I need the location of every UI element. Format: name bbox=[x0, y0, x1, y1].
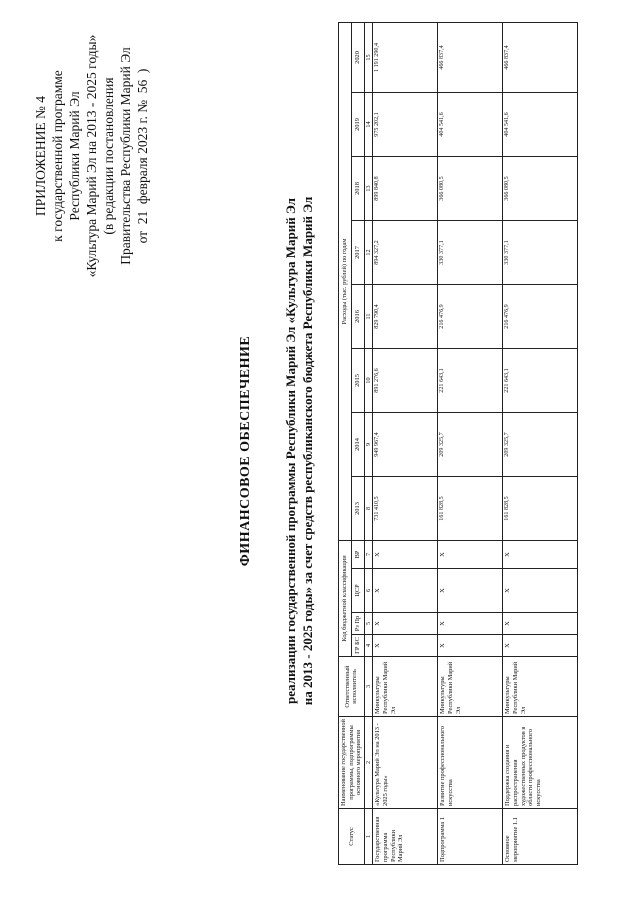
subtitle-line: на 2013 - 2025 годы» за счет средств республиканского бюджета Республики Марий Эл bbox=[300, 196, 315, 706]
header-executor: Ответственный исполнитель bbox=[339, 657, 365, 717]
header-csr: ЦСР bbox=[351, 569, 364, 613]
column-index: 13 bbox=[364, 157, 373, 221]
column-index: 2 bbox=[364, 717, 373, 809]
header-budget-code: Код бюджетной классификации bbox=[339, 541, 352, 657]
cell-2017: 330 377,1 bbox=[503, 221, 578, 285]
cell-vr: Х bbox=[438, 541, 503, 569]
resolution-date-line bbox=[134, 31, 151, 281]
cell-grbs: Х bbox=[438, 635, 503, 657]
cell-vr: Х bbox=[503, 541, 578, 569]
header-rzpr: Рз Пр bbox=[351, 613, 364, 635]
table-index-row bbox=[364, 22, 373, 864]
resolution-month-year: февраля 2023 г. № bbox=[135, 99, 150, 205]
cell-2016: 829 790,4 bbox=[373, 285, 438, 349]
cell-csr: Х bbox=[373, 569, 438, 613]
header-status: Статус bbox=[339, 809, 365, 865]
cell-2013: 161 828,5 bbox=[503, 477, 578, 541]
cell-name: Развитие профессионального искусства bbox=[438, 717, 503, 809]
cell-2020: 1 191 290,4 bbox=[373, 22, 438, 92]
header-grbs: ГР БС bbox=[351, 635, 364, 657]
header-year-2018: 2018 bbox=[351, 157, 364, 221]
column-index: 7 bbox=[364, 541, 373, 569]
header-expenses: Расходы (тыс. рублей) по годам bbox=[339, 22, 352, 540]
table-row bbox=[438, 22, 503, 864]
column-index: 6 bbox=[364, 569, 373, 613]
column-index: 12 bbox=[364, 221, 373, 285]
cell-rzpr: Х bbox=[373, 613, 438, 635]
cell-name: Поддержка создания и распространения художественных продуктов в области профессионального искусства bbox=[503, 717, 578, 809]
cell-2013: 731 410,5 bbox=[373, 477, 438, 541]
cell-2015: 221 643,1 bbox=[438, 349, 503, 413]
cell-2015: 891 276,6 bbox=[373, 349, 438, 413]
appendix-line: (в редакции постановления bbox=[101, 77, 116, 235]
cell-status: Государственная программа Республики Марий Эл bbox=[373, 809, 438, 865]
header-year-2016: 2016 bbox=[351, 285, 364, 349]
appendix-line: к государственной программе bbox=[50, 70, 65, 242]
header-name: Наименование государственной программы, подпрограммы основного мероприятия bbox=[339, 717, 365, 809]
appendix-line: Республики Марий Эл bbox=[67, 91, 82, 221]
document-subtitle bbox=[282, 21, 316, 881]
table-header-row bbox=[339, 22, 352, 864]
table-row bbox=[373, 22, 438, 864]
finance-table-wrapper bbox=[338, 23, 578, 865]
cell-2014: 949 967,4 bbox=[373, 413, 438, 477]
header-year-2020: 2020 bbox=[351, 22, 364, 92]
finance-table bbox=[338, 22, 578, 865]
resolution-close: ) bbox=[135, 68, 150, 74]
resolution-from: от bbox=[135, 230, 150, 244]
cell-2015: 221 643,1 bbox=[503, 349, 578, 413]
column-index: 3 bbox=[364, 657, 373, 717]
cell-2018: 366 080,5 bbox=[503, 157, 578, 221]
cell-2014: 209 325,7 bbox=[438, 413, 503, 477]
cell-2018: 899 840,8 bbox=[373, 157, 438, 221]
cell-2016: 216 476,9 bbox=[503, 285, 578, 349]
table-row bbox=[503, 22, 578, 864]
column-index: 14 bbox=[364, 93, 373, 157]
cell-rzpr: Х bbox=[438, 613, 503, 635]
column-index: 4 bbox=[364, 635, 373, 657]
resolution-day: 21 bbox=[135, 210, 150, 225]
column-index: 11 bbox=[364, 285, 373, 349]
appendix-line: ПРИЛОЖЕНИЕ № 4 bbox=[33, 95, 48, 217]
cell-2017: 894 327,2 bbox=[373, 221, 438, 285]
cell-2019: 404 541,6 bbox=[438, 93, 503, 157]
document-title: ФИНАНСОВОЕ ОБЕСПЕЧЕНИЕ bbox=[238, 335, 253, 567]
cell-status: Основное мероприятие 1.1 bbox=[503, 809, 578, 865]
cell-executor: Минкультуры Республики Марий Эл bbox=[503, 657, 578, 717]
header-year-2017: 2017 bbox=[351, 221, 364, 285]
cell-grbs: Х bbox=[373, 635, 438, 657]
cell-grbs: Х bbox=[503, 635, 578, 657]
header-year-2019: 2019 bbox=[351, 93, 364, 157]
appendix-line: Правительства Республики Марий Эл bbox=[118, 47, 133, 265]
cell-2019: 404 541,6 bbox=[503, 93, 578, 157]
cell-executor: Минкультуры Республики Марий Эл bbox=[373, 657, 438, 717]
cell-csr: Х bbox=[503, 569, 578, 613]
resolution-number: 56 bbox=[135, 79, 150, 94]
cell-2019: 975 202,1 bbox=[373, 93, 438, 157]
cell-status: Подпрограмма 1 bbox=[438, 809, 503, 865]
column-index: 10 bbox=[364, 349, 373, 413]
cell-2017: 330 377,1 bbox=[438, 221, 503, 285]
cell-name: «Культура Марий Эл на 2013 - 2025 годы» bbox=[373, 717, 438, 809]
column-index: 9 bbox=[364, 413, 373, 477]
cell-csr: Х bbox=[438, 569, 503, 613]
header-year-2015: 2015 bbox=[351, 349, 364, 413]
cell-2020: 466 837,4 bbox=[438, 22, 503, 92]
subtitle-line: реализации государственной программы Республики Марий Эл «Культура Марий Эл bbox=[283, 198, 298, 704]
cell-2016: 216 476,9 bbox=[438, 285, 503, 349]
cell-executor: Минкультуры Республики Марий Эл bbox=[438, 657, 503, 717]
cell-2020: 466 837,4 bbox=[503, 22, 578, 92]
rotated-landscape-sheet bbox=[20, 21, 620, 881]
header-vr: ВР bbox=[351, 541, 364, 569]
cell-2014: 209 325,7 bbox=[503, 413, 578, 477]
cell-rzpr: Х bbox=[503, 613, 578, 635]
header-year-2014: 2014 bbox=[351, 413, 364, 477]
column-index: 5 bbox=[364, 613, 373, 635]
appendix-header bbox=[32, 31, 151, 281]
column-index: 1 bbox=[364, 809, 373, 865]
cell-2018: 366 080,5 bbox=[438, 157, 503, 221]
header-year-2013: 2013 bbox=[351, 477, 364, 541]
cell-2013: 161 828,5 bbox=[438, 477, 503, 541]
column-index: 15 bbox=[364, 22, 373, 92]
appendix-line: «Культура Марий Эл на 2013 - 2025 годы» bbox=[84, 34, 99, 278]
column-index: 8 bbox=[364, 477, 373, 541]
cell-vr: Х bbox=[373, 541, 438, 569]
